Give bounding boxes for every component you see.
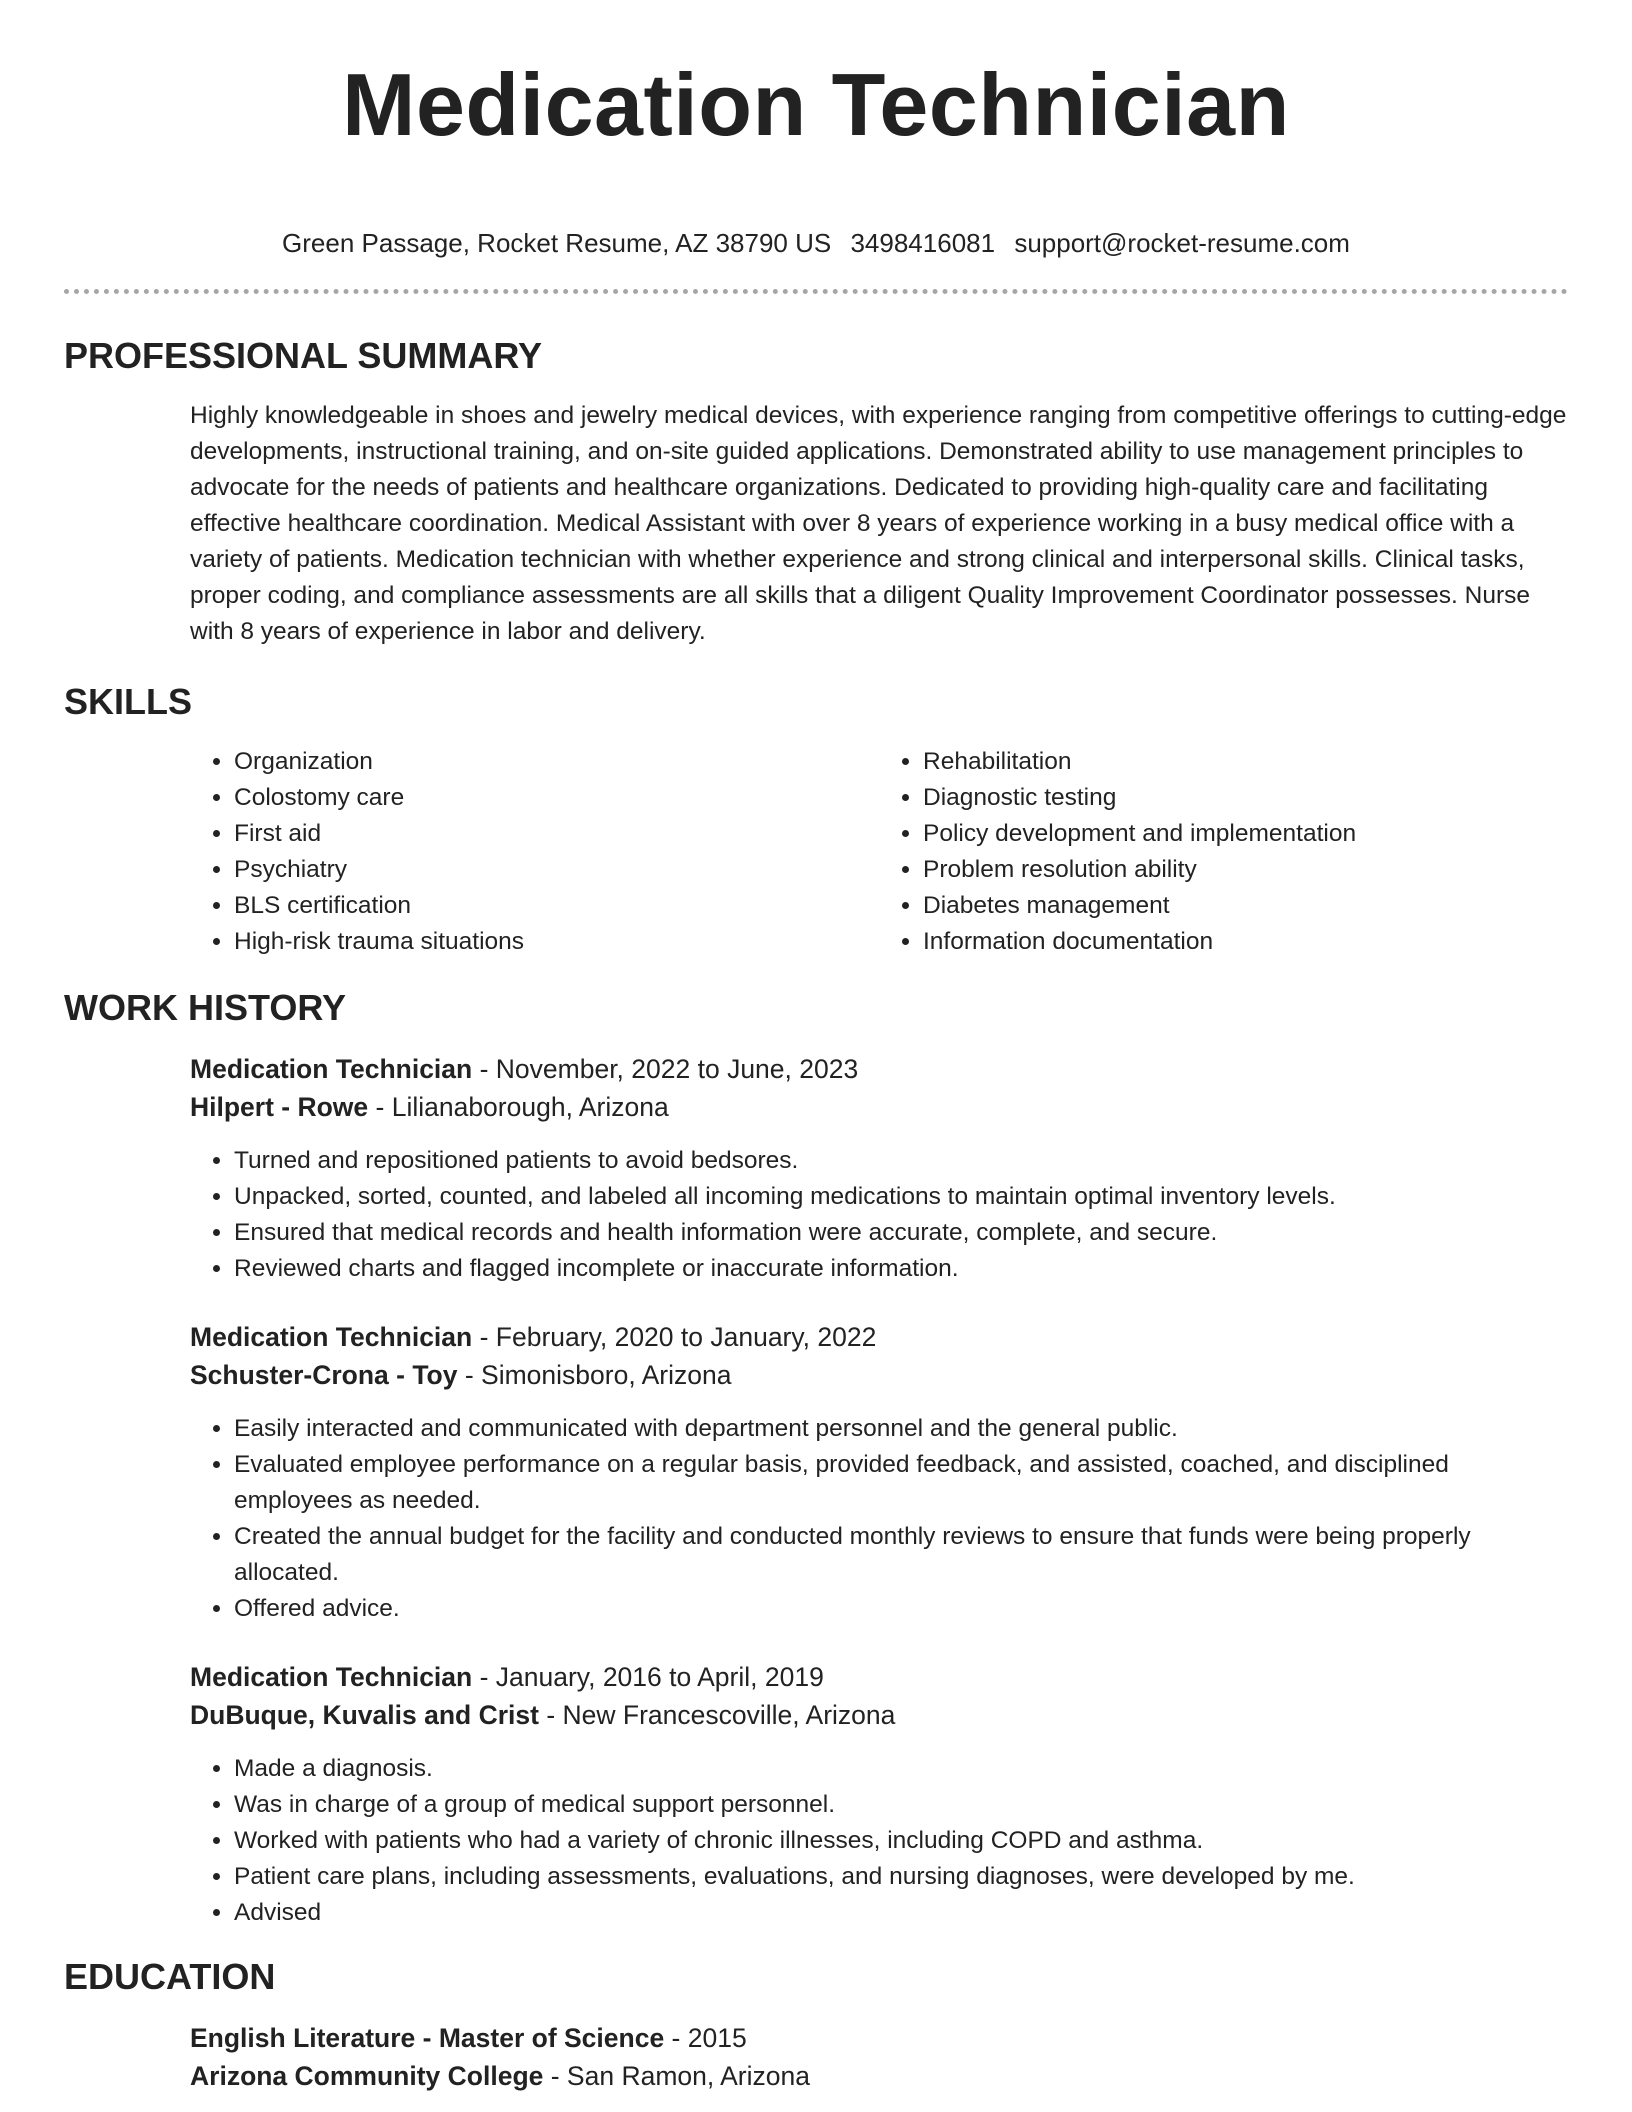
company-location: - New Francescoville, Arizona <box>538 1700 896 1730</box>
job-title-line <box>190 1658 1568 1696</box>
skill-item: • Organization <box>234 744 879 780</box>
skill-item: • First aid <box>234 816 879 852</box>
job-duties <box>190 1143 1568 1287</box>
skills-grid <box>64 744 1568 960</box>
duty-item: • Easily interacted and communicated with department personnel and the general public. <box>234 1411 1568 1447</box>
duty-item: • Was in charge of a group of medical support personnel. <box>234 1787 1568 1823</box>
summary-text: Highly knowledgeable in shoes and jewelry medical devices, with experience ranging from competitive offerings to cutting-edge developments, instructional training, and on-site guided applications. Demonstrated ability to use management principles to advocate for the needs of patients and healthcare organizations. Dedicated to providing high-quality care and facilitating effective healthcare coordination. Medical Assistant with over 8 years of experience working in a busy medical office with a variety of patients. Medication technician with whether experience and strong clinical and interpersonal skills. Clinical tasks, proper coding, and compliance assessments are all skills that a diligent Quality Improvement Coordinator possesses. Nurse with 8 years of experience in labor and delivery. <box>190 402 1567 645</box>
duty-item: • Ensured that medical records and health information were accurate, complete, and secure. <box>234 1215 1568 1251</box>
duty-item: • Made a diagnosis. <box>234 1751 1568 1787</box>
job-duties <box>190 1751 1568 1931</box>
summary-section <box>64 334 1568 650</box>
job-title: Medication Technician <box>190 1662 473 1692</box>
skills-list-left <box>190 744 879 960</box>
company-line <box>190 1088 1568 1126</box>
job-title-line <box>190 1050 1568 1088</box>
job-duties <box>190 1411 1568 1627</box>
skill-item: • Colostomy care <box>234 780 879 816</box>
skill-item: • Psychiatry <box>234 852 879 888</box>
job-dates: - February, 2020 to January, 2022 <box>472 1322 877 1352</box>
job-entry <box>190 1658 1568 1931</box>
skill-item: • Information documentation <box>923 924 1568 960</box>
company-line <box>190 1356 1568 1394</box>
company-location: - Simonisboro, Arizona <box>457 1360 732 1390</box>
duty-item: • Advised <box>234 1895 1568 1931</box>
school-name: Arizona Community College <box>190 2061 544 2091</box>
duty-item: • Created the annual budget for the facility and conducted monthly reviews to ensure that funds were being properly allocated. <box>234 1519 1568 1591</box>
company-location: - Lilianaborough, Arizona <box>368 1092 669 1122</box>
resume-name: Medication Technician <box>342 55 1290 154</box>
skill-item: • Diagnostic testing <box>923 780 1568 816</box>
job-entry <box>190 1050 1568 1287</box>
work-history-section <box>64 986 1568 1931</box>
header-divider <box>64 289 1568 294</box>
skills-heading: SKILLS <box>64 681 193 722</box>
skill-item: • High-risk trauma situations <box>234 924 879 960</box>
job-title: Medication Technician <box>190 1054 473 1084</box>
contact-address: Green Passage, Rocket Resume, AZ 38790 US <box>282 228 832 258</box>
skill-item: • Policy development and implementation <box>923 816 1568 852</box>
education-heading: EDUCATION <box>64 1956 276 1997</box>
company-line <box>190 1696 1568 1734</box>
duty-item: • Reviewed charts and flagged incomplete or inaccurate information. <box>234 1251 1568 1287</box>
company-name: Hilpert - Rowe <box>190 1092 369 1122</box>
skill-item: • Diabetes management <box>923 888 1568 924</box>
skill-item: • BLS certification <box>234 888 879 924</box>
skill-item: • Problem resolution ability <box>923 852 1568 888</box>
contact-email: support@rocket-resume.com <box>1014 228 1350 258</box>
school-location: - San Ramon, Arizona <box>543 2061 810 2091</box>
work-history-heading: WORK HISTORY <box>64 987 347 1028</box>
degree-line <box>190 2019 1568 2057</box>
job-title: Medication Technician <box>190 1322 473 1352</box>
summary-heading: PROFESSIONAL SUMMARY <box>64 335 543 376</box>
duty-item: • Evaluated employee performance on a regular basis, provided feedback, and assisted, coached, and disciplined employees as needed. <box>234 1447 1568 1519</box>
degree-name: English Literature - Master of Science <box>190 2023 665 2053</box>
skills-list-right <box>879 744 1568 960</box>
degree-year: - 2015 <box>664 2023 747 2053</box>
duty-item: • Turned and repositioned patients to avoid bedsores. <box>234 1143 1568 1179</box>
job-title-line <box>190 1318 1568 1356</box>
company-name: DuBuque, Kuvalis and Crist <box>190 1700 539 1730</box>
education-section <box>64 1955 1568 2095</box>
contact-line <box>64 227 1568 259</box>
job-dates: - November, 2022 to June, 2023 <box>472 1054 859 1084</box>
skill-item: • Rehabilitation <box>923 744 1568 780</box>
duty-item: • Worked with patients who had a variety of chronic illnesses, including COPD and asthma. <box>234 1823 1568 1859</box>
contact-phone: 3498416081 <box>850 228 996 258</box>
job-dates: - January, 2016 to April, 2019 <box>472 1662 824 1692</box>
duty-item: • Unpacked, sorted, counted, and labeled all incoming medications to maintain optimal inventory levels. <box>234 1179 1568 1215</box>
job-entry <box>190 1318 1568 1627</box>
duty-item: • Patient care plans, including assessments, evaluations, and nursing diagnoses, were developed by me. <box>234 1859 1568 1895</box>
duty-item: • Offered advice. <box>234 1591 1568 1627</box>
company-name: Schuster-Crona - Toy <box>190 1360 458 1390</box>
school-line <box>190 2057 1568 2095</box>
skills-section <box>64 680 1568 960</box>
